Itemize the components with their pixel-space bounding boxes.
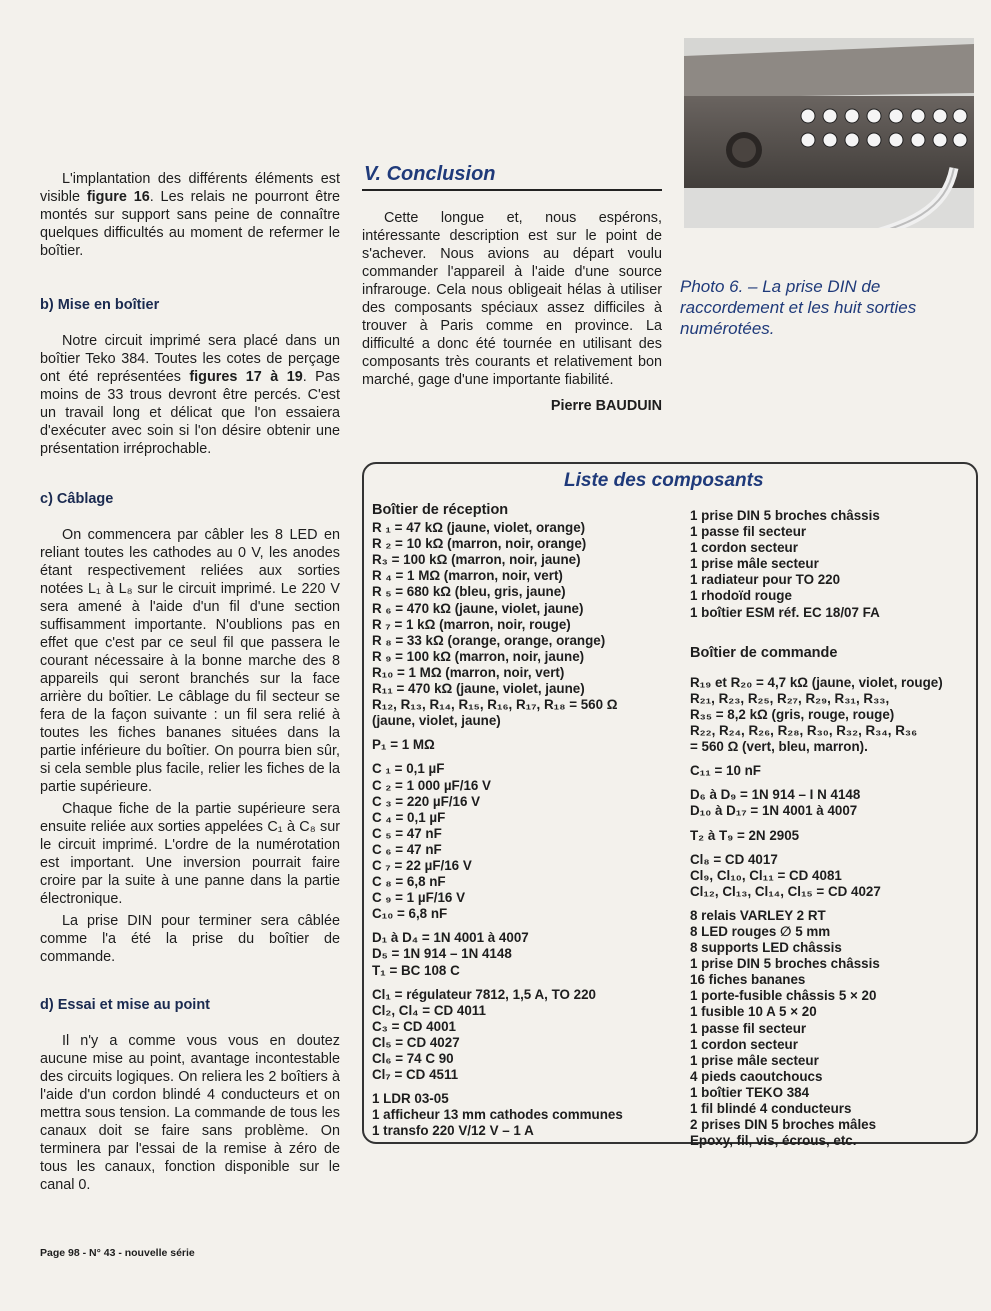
conclusion-title: V. Conclusion [364,163,496,185]
command-heading: Boîtier de commande [690,644,838,661]
component-line: 1 afficheur 13 mm cathodes communes [372,1107,623,1123]
component-line: 1 fusible 10 A 5 × 20 [690,1004,817,1020]
component-line: C ₇ = 22 µF/16 V [372,857,472,873]
component-line: R ₇ = 1 kΩ (marron, noir, rouge) [372,616,571,632]
section-b-title: b) Mise en boîtier [40,297,160,313]
list-spacer [690,755,975,763]
component-line: Cl₇ = CD 4511 [372,1067,459,1083]
component-line: C ₆ = 47 nF [372,841,442,857]
component-line: R ₂ = 10 kΩ (marron, noir, orange) [372,536,587,552]
component-line: 1 boîtier ESM réf. EC 18/07 FA [690,604,880,620]
component-line: 1 passe fil secteur [690,1020,807,1036]
section-b-paragraph: Notre circuit imprimé sera placé dans un boîtier Teko 384. Toutes les cotes de perçage ont été représentées figures 17 à 19. Pas moins de 33 trous devront être percés. C'est un travail long et délicat que l'on essaiera d'exécuter avec soin si l'on désire obtenir une présentation irréprochable. [40,333,340,457]
list-spacer [372,1083,672,1091]
component-line: 2 prises DIN 5 broches mâles [690,1117,877,1133]
component-line: 1 porte-fusible châssis 5 × 20 [690,988,877,1004]
conclusion-column [362,165,662,415]
component-line: 1 passe fil secteur [690,524,807,540]
component-line: C ₄ = 0,1 µF [372,809,446,825]
intro-paragraph: L'implantation des différents éléments est visible figure 16. Les relais ne pourront être montés sur support sans peine de connaître quelques difficultés au moment de refermer le boîtier. [40,171,340,259]
components-list-reception [372,502,672,1139]
component-line: D₁₀ à D₁₇ = 1N 4001 à 4007 [690,803,858,819]
list-spacer [690,820,975,828]
list-spacer [690,844,975,852]
section-c-title: c) Câblage [40,491,114,507]
component-line: R₂₂, R₂₄, R₂₆, R₂₈, R₃₀, R₃₂, R₃₄, R₃₆ [690,723,918,739]
section-d-paragraph: Il n'y a comme vous vous en doutez aucune mise au point, avantage incontestable des circuits logiques. On reliera les 2 boîtiers à l'aide d'un cordon blindé 4 conducteurs et on mettra sous tension. La commande de tous les canaux doit se faire sans problème. On terminera par l'essai de la remise à zéro de tous les canaux, fonction disponible sur le canal 0. [40,1033,340,1193]
component-line: C ₈ = 6,8 nF [372,874,446,890]
component-line: R₃₅ = 8,2 kΩ (gris, rouge, rouge) [690,706,895,722]
section-c-paragraph-3: La prise DIN pour terminer sera câblée comme l'a été la prise du boîtier de commande. [40,913,340,965]
component-line: 1 boîtier TEKO 384 [690,1084,810,1100]
component-line: 8 relais VARLEY 2 RT [690,907,826,923]
photo-caption: Photo 6. – La prise DIN de raccordement et les huit sorties numérotées. [680,277,917,338]
component-line: Epoxy, fil, vis, écrous, etc. [690,1133,857,1149]
component-line: R₁₁ = 470 kΩ (jaune, violet, jaune) [372,681,585,697]
author-name: Pierre BAUDUIN [550,398,662,414]
component-line: 1 prise DIN 5 broches châssis [690,956,880,972]
component-line: 1 prise mâle secteur [690,556,819,572]
component-line: (jaune, violet, jaune) [372,713,501,729]
component-line: 1 LDR 03-05 [372,1091,449,1107]
section-c-paragraph-2: Chaque fiche de la partie supérieure sera ensuite reliée aux sorties appelées C₁ à C₈ sur le circuit imprimé. L'ordre de la numérotation est important. Une inversion pourrait faire croire par la suite à une panne dans la partie électronique. [40,801,340,907]
component-line: R ₉ = 100 kΩ (marron, noir, jaune) [372,648,585,664]
component-line: C ₂ = 1 000 µF/16 V [372,777,491,793]
din-box-illustration [684,38,974,228]
component-line: C ₃ = 220 µF/16 V [372,793,481,809]
section-c-paragraph-1: On commencera par câbler les 8 LED en reliant toutes les cathodes au 0 V, les anodes étant respectivement reliées aux sorties notées L₁ à L₈ sur le circuit imprimé. Le 220 V sera amené à l'aide d'un fil d'une section suffisamment importante. N'oublions pas en effet que c'est par ce seul fil que passera le courant nécessaire à la bonne marche des 8 appareils qui seront branchés sur la face arrière du boîtier. Le câblage du fil secteur se fera de la façon suivante : un fil sera relié à toutes les fiches bananes situées dans la partie inférieure du boîtier. On pourra bien sûr, si cela semble plus facile, relier les fiches de la partie supérieure. [40,527,340,795]
section-d-title: d) Essai et mise au point [40,997,211,1013]
conclusion-paragraph: Cette longue et, nous espérons, intéressante description est sur le point de s'achever. Nous avions au départ voulu commander l'appareil à l'aide d'une source infrarouge. Cela nous obligeait hélas à utiliser des composants spéciaux assez difficiles à trouver à Paris comme en province. La difficulté a donc été tournée en utilisant des composants très courants et relativement bon marché, gage d'une importante fiabilité. [362,210,662,388]
list-spacer [372,753,672,761]
component-line: C ₉ = 1 µF/16 V [372,890,466,906]
component-line: Cl₉, Cl₁₀, Cl₁₁ = CD 4081 [690,867,842,883]
component-line: 8 LED rouges ∅ 5 mm [690,923,831,939]
page-footer: Page 98 - N° 43 - nouvelle série [40,1247,195,1259]
left-column [40,170,340,1194]
component-line: 4 pieds caoutchoucs [690,1068,823,1084]
list-spacer [372,729,672,737]
component-line: 8 supports LED châssis [690,940,842,956]
list-spacer [372,922,672,930]
components-title: Liste des composants [564,470,764,491]
component-line: = 560 Ω (vert, bleu, marron). [690,739,868,755]
component-line: R ₄ = 1 MΩ (marron, noir, vert) [372,568,563,584]
component-line: 1 prise DIN 5 broches châssis [690,508,880,523]
component-line: 1 cordon secteur [690,540,798,556]
component-line: R₁₉ et R₂₀ = 4,7 kΩ (jaune, violet, rouge) [690,674,943,690]
component-line: R ₁ = 47 kΩ (jaune, violet, orange) [372,520,586,536]
component-line: 1 transfo 220 V/12 V – 1 A [372,1123,534,1139]
component-line: R₂₁, R₂₃, R₂₅, R₂₇, R₂₉, R₃₁, R₃₃, [690,690,890,706]
component-line: C ₁ = 0,1 µF [372,761,445,777]
list-spacer [690,621,975,645]
component-line: 1 prise mâle secteur [690,1052,819,1068]
component-line: C₁₀ = 6,8 nF [372,906,448,922]
components-list-command [690,508,975,1149]
component-line: Cl₁ = régulateur 7812, 1,5 A, TO 220 [372,986,596,1002]
component-line: Cl₈ = CD 4017 [690,851,778,867]
component-line: T₁ = BC 108 C [372,962,460,978]
list-spacer [372,979,672,987]
component-line: Cl₆ = 74 C 90 [372,1051,454,1066]
component-line: R ₆ = 470 kΩ (jaune, violet, jaune) [372,600,584,616]
component-line: 16 fiches bananes [690,972,806,988]
list-spacer [690,779,975,787]
component-line: 1 rhodoïd rouge [690,588,792,604]
component-line: 1 fil blindé 4 conducteurs [690,1101,852,1116]
component-line: R₁₂, R₁₃, R₁₄, R₁₅, R₁₆, R₁₇, R₁₈ = 560 Ω [372,697,618,713]
component-line: Cl₂, Cl₄ = CD 4011 [372,1002,486,1018]
conclusion-rule [362,189,662,191]
component-line: D₅ = 1N 914 – 1N 4148 [372,946,512,962]
component-line: 1 cordon secteur [690,1036,798,1052]
component-line: C₃ = CD 4001 [372,1018,456,1034]
component-line: R ₈ = 33 kΩ (orange, orange, orange) [372,632,606,648]
component-line: T₂ à T₉ = 2N 2905 [690,827,800,843]
component-line: R₃ = 100 kΩ (marron, noir, jaune) [372,552,581,568]
component-line: Cl₅ = CD 4027 [372,1034,460,1050]
component-line: 1 radiateur pour TO 220 [690,572,841,588]
component-line: P₁ = 1 MΩ [372,737,435,753]
component-line: R₁₀ = 1 MΩ (marron, noir, vert) [372,664,565,680]
component-line: D₁ à D₄ = 1N 4001 à 4007 [372,930,529,946]
component-line: C ₅ = 47 nF [372,825,442,841]
device-photo [684,38,974,228]
component-line: R ₅ = 680 kΩ (bleu, gris, jaune) [372,584,566,600]
reception-heading: Boîtier de réception [372,502,509,518]
list-spacer [690,900,975,908]
component-line: D₆ à D₉ = 1N 914 – I N 4148 [690,787,861,803]
component-line: C₁₁ = 10 nF [690,763,761,779]
component-line: Cl₁₂, Cl₁₃, Cl₁₄, Cl₁₅ = CD 4027 [690,883,881,899]
